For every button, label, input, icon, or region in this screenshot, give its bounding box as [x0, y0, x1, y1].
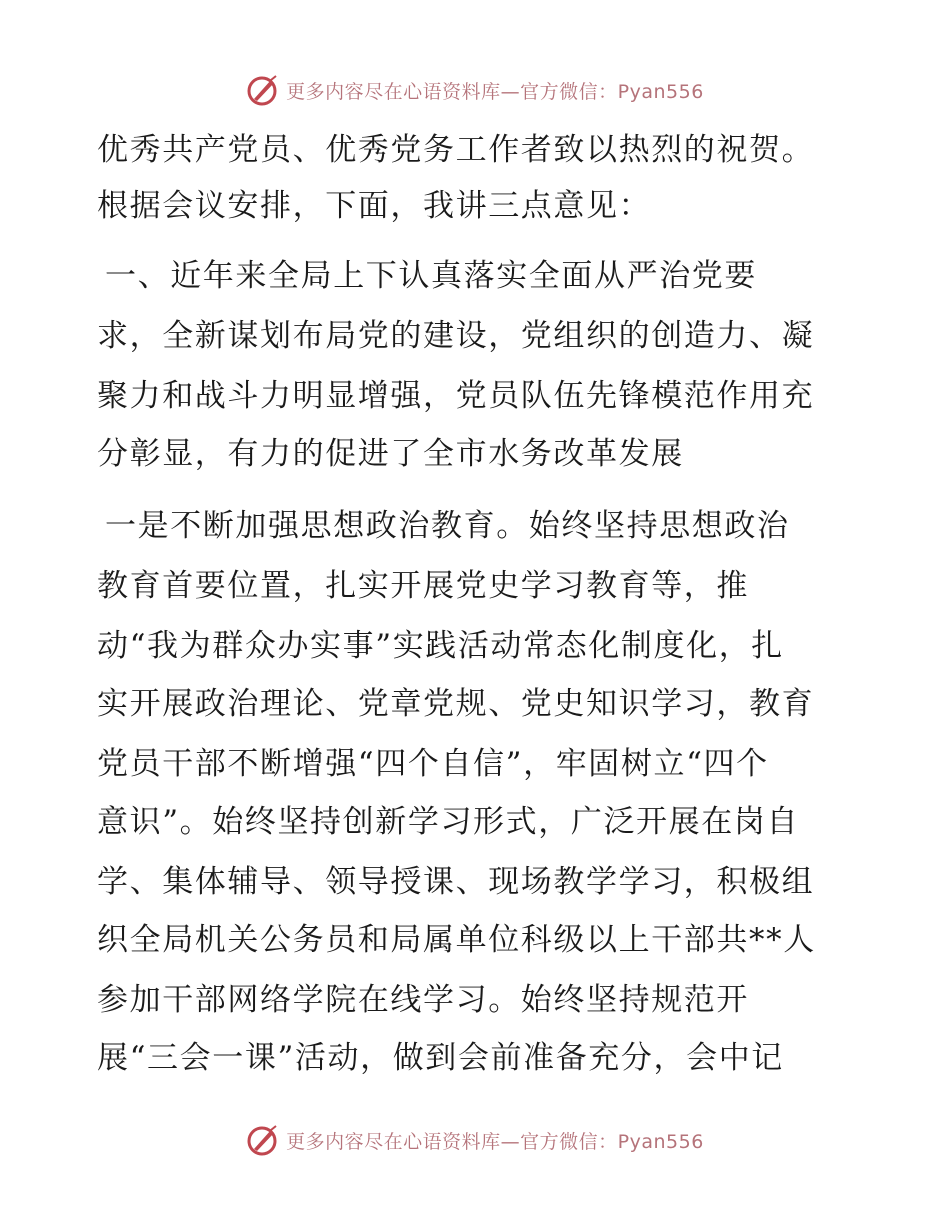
- paragraph-line: 聚力和战斗力明显增强，党员队伍先锋模范作用充: [97, 378, 815, 414]
- paragraph-line: 参加干部网络学院在线学习。始终坚持规范开: [97, 982, 749, 1018]
- paragraph-line: 意识”。始终坚持创新学习形式，广泛开展在岗自: [97, 804, 800, 840]
- section-heading-line: 一、近年来全局上下认真落实全面从严治党要: [105, 258, 757, 294]
- paragraph-line: 求，全新谋划布局党的建设，党组织的创造力、凝: [97, 318, 815, 354]
- paragraph-line: 分彰显，有力的促进了全市水务改革发展: [97, 436, 684, 472]
- paragraph-line: 学、集体辅导、领导授课、现场教学学习，积极组: [97, 864, 815, 900]
- watermark-text: 更多内容尽在心语资料库—官方微信：Pyan556: [286, 1130, 704, 1153]
- paragraph-line: 展“三会一课”活动，做到会前准备充分，会中记: [97, 1040, 784, 1076]
- paragraph-line: 实开展政治理论、党章党规、党史知识学习，教育: [97, 686, 815, 722]
- watermark-footer: [0, 1120, 950, 1160]
- paragraph-line: 党员干部不断增强“四个自信”，牢固树立“四个: [97, 746, 769, 782]
- paragraph-line: 优秀共产党员、优秀党务工作者致以热烈的祝贺。: [97, 132, 815, 168]
- watermark-header: [0, 70, 950, 110]
- paragraph-line: 根据会议安排，下面，我讲三点意见：: [97, 188, 652, 224]
- paragraph-line: 织全局机关公务员和局属单位科级以上干部共**人: [97, 922, 816, 958]
- paragraph-line: 教育首要位置，扎实开展党史学习教育等，推: [97, 568, 749, 604]
- quill-pen-logo-icon: [246, 1123, 280, 1157]
- watermark-text: 更多内容尽在心语资料库—官方微信：Pyan556: [286, 80, 704, 103]
- quill-pen-logo-icon: [246, 73, 280, 107]
- paragraph-line: 动“我为群众办实事”实践活动常态化制度化，扎: [97, 628, 784, 664]
- paragraph-line: 一是不断加强思想政治教育。始终坚持思想政治: [105, 508, 790, 544]
